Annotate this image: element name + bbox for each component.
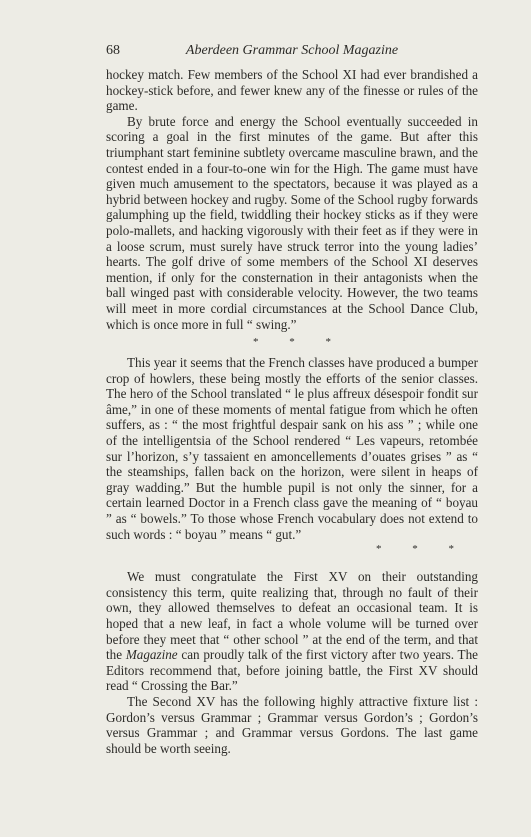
page-number: 68: [106, 43, 120, 58]
paragraph-hockey-continued: hockey match. Few members of the School XI had ever brandished a hockey-stick before, and fewer knew any of the finesse or rules of the game.: [106, 67, 478, 114]
magazine-title-italic: Magazine: [125, 647, 178, 663]
page-header: [106, 43, 478, 63]
paragraph-second-xv: The Second XV has the following highly attractive fixture list : Gordon’s versus Grammar ; Grammar versus Gordon’s ; Gordon’s versus Grammar ; and Grammar versus Gordons. The last game should be worth seeing.: [106, 693, 478, 756]
article-body: [106, 67, 478, 756]
paragraph-french-howlers: This year it seems that the French classes have produced a bumper crop of howlers, these being mostly the efforts of the senior classes. The hero of the School translated “ le plus affreux désespoir fondit sur âme,” in one of these moments of mental fatigue from which he often suffers, as : “ the most frightful despair sank on his ass ” ; while one of the intelligentsia of the School rendered “ Les vapeurs, retombée sur l’horizon, s’y tassaient en amoncellements d’ouates grises ” as “ the steamships, fallen back on the horizon, were silent in heaps of gray wadding.” But the humble pupil is not only the sinner, for a certain learned Doctor in a French class gave the meaning of “ boyau ” as “ bowels.” To those whose French vocabulary does not extend to such words : “ boyau ” means “ gut.”: [106, 355, 478, 542]
running-title: Aberdeen Grammar School Magazine: [185, 43, 399, 58]
paragraph-hockey-match: By brute force and energy the School eventually succeeded in scoring a goal in the first minutes of the game. But after this triumphant start feminine subtlety overcame masculine brawn, and the contest ended in a four-to-one win for the High. The game must have given much amusement to the spectators, because it was played as a hybrid between hockey and rugby. Some of the School rugby forwards galumphing up the field, twiddling their hockey sticks as if they were polo-mallets, and hacking vigorously with their feet as if they were in a loose scrum, must surely have struck terror into the young ladies’ hearts. The golf drive of some members of the School XI deserves mention, if only for the consternation in their antagonists when the ball winged past with considerable velocity. However, the two teams will meet in more cordial circumstances at the School Dance Club, which is once more in full “ swing.”: [106, 113, 478, 332]
section-separator: * * *: [376, 543, 468, 556]
paragraph-first-xv: We must congratulate the First XV on their outstanding consistency this term, quite realizing that, through no fault of their own, they allowed themselves to defeat an occasional team. It is hoped that a new leaf, in fact a whole volume will be turned over before they meet that “ other school ” at the end of the term, and that the Magazine can proudly talk of the first victory after two years. The Editors recommend that, before joining battle, the First XV should read “ Crossing the Bar.”: [106, 569, 478, 694]
section-separator: * * *: [253, 336, 345, 349]
